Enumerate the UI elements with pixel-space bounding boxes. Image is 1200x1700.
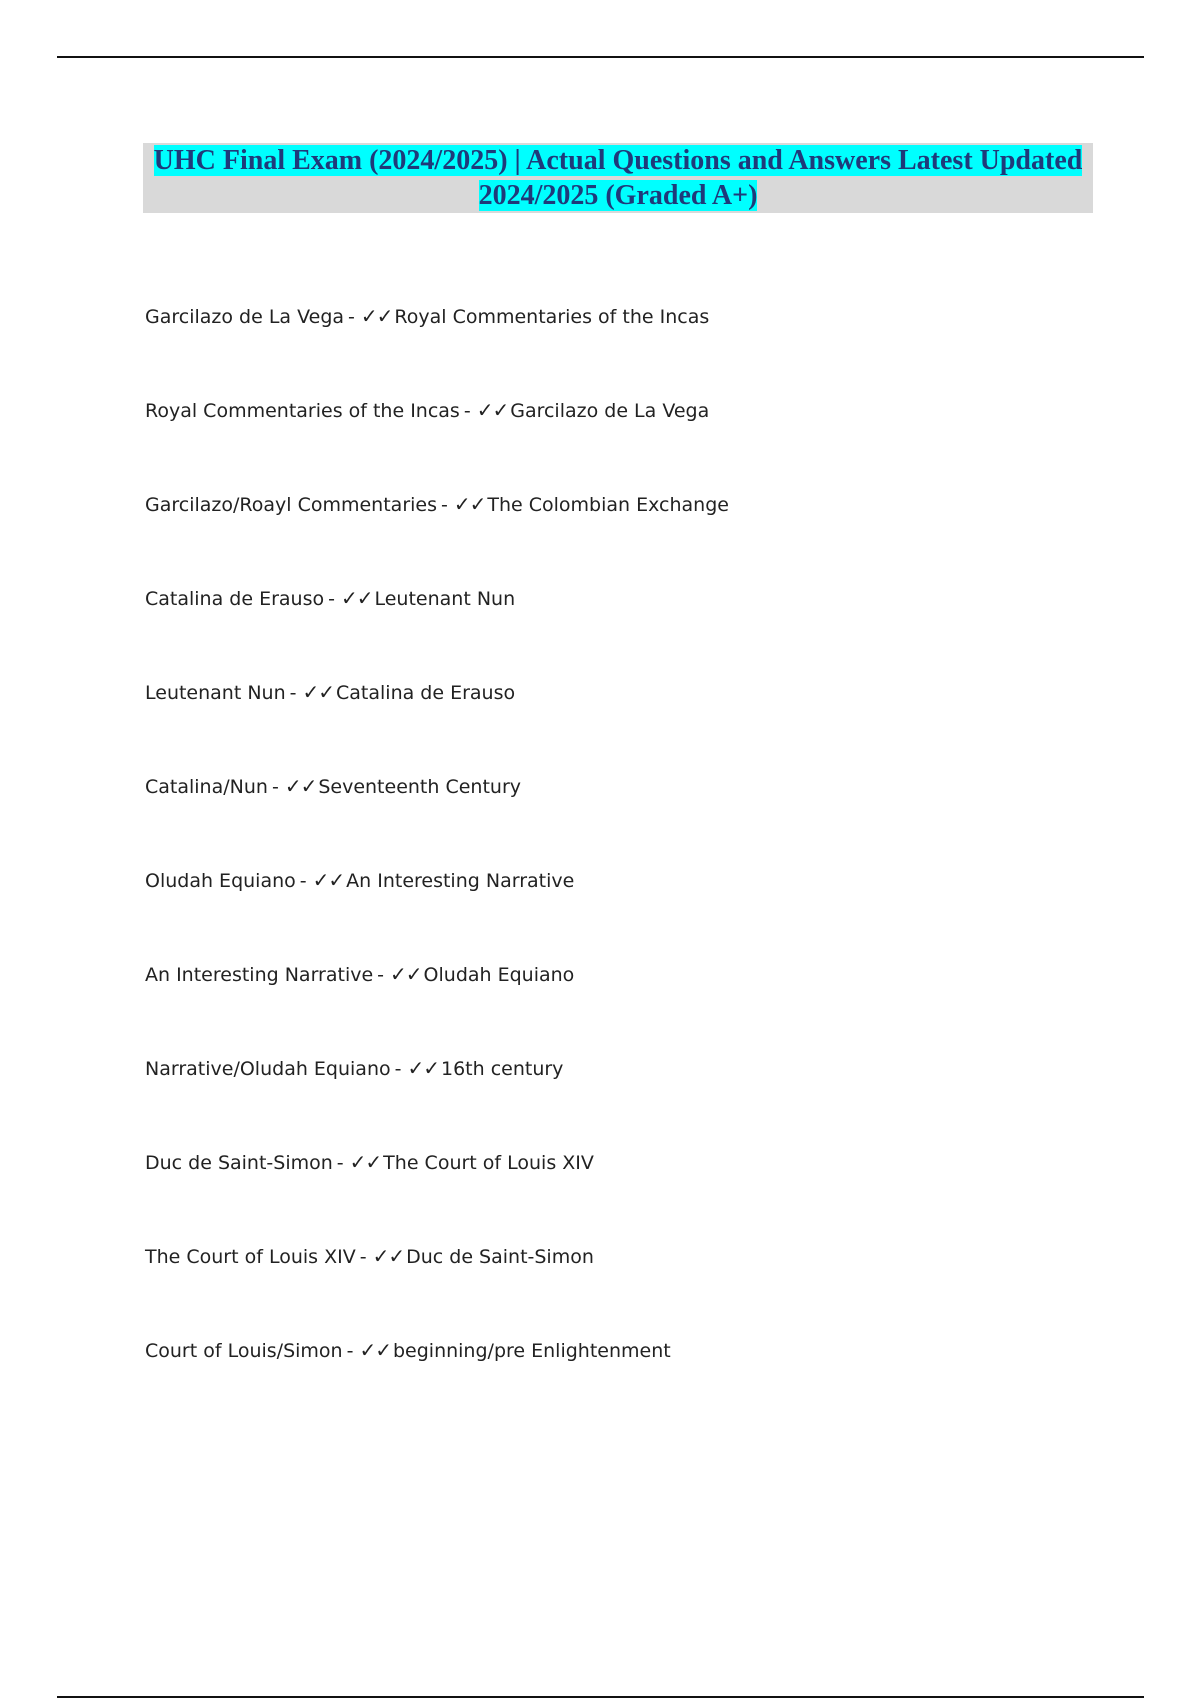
answer: Seventeenth Century — [318, 776, 522, 798]
term: Duc de Saint-Simon — [145, 1152, 333, 1174]
term: Oludah Equiano — [145, 870, 296, 892]
qa-list — [145, 304, 1095, 1432]
list-item — [145, 962, 1095, 1056]
list-item — [145, 774, 1095, 868]
list-item — [145, 1244, 1095, 1338]
separator: - — [299, 870, 307, 892]
answer: Leutenant Nun — [374, 588, 516, 610]
list-item — [145, 304, 1095, 398]
check-mark-icon: ✓✓ — [312, 868, 345, 892]
check-mark-icon: ✓✓ — [340, 586, 373, 610]
separator: - — [394, 1058, 402, 1080]
separator: - — [441, 494, 448, 516]
separator: - — [377, 964, 385, 986]
check-mark-icon: ✓✓ — [359, 1338, 391, 1362]
separator: - — [289, 682, 297, 704]
term: Catalina/Nun — [145, 776, 268, 798]
answer: Garcilazo de La Vega — [510, 400, 710, 422]
answer: An Interesting Narrative — [346, 870, 575, 892]
check-mark-icon: ✓✓ — [349, 1150, 382, 1174]
list-item — [145, 1150, 1095, 1244]
list-item — [145, 1338, 1095, 1432]
separator: - — [463, 400, 471, 422]
check-mark-icon: ✓✓ — [302, 680, 335, 704]
list-item — [145, 398, 1095, 492]
check-mark-icon: ✓✓ — [476, 398, 509, 422]
term: Catalina de Erauso — [145, 588, 325, 610]
title-line-1 — [143, 143, 1093, 178]
term: An Interesting Narrative — [145, 964, 374, 986]
answer: 16th century — [440, 1058, 564, 1080]
list-item — [145, 680, 1095, 774]
term: Garcilazo de La Vega — [145, 306, 345, 328]
footer-rule — [57, 1696, 1144, 1698]
separator: - — [271, 776, 279, 798]
answer: The Court of Louis XIV — [383, 1152, 594, 1174]
answer: The Colombian Exchange — [487, 494, 729, 516]
separator: - — [346, 1340, 354, 1362]
separator: - — [328, 588, 335, 610]
separator: - — [359, 1246, 367, 1268]
check-mark-icon: ✓✓ — [372, 1244, 405, 1268]
list-item — [145, 868, 1095, 962]
check-mark-icon: ✓✓ — [453, 492, 486, 516]
term: Garcilazo/Roayl Commentaries — [145, 494, 437, 516]
title-line-2 — [143, 178, 1093, 213]
term: The Court of Louis XIV — [145, 1246, 356, 1268]
term: Court of Louis/Simon — [145, 1340, 343, 1362]
term: Leutenant Nun — [145, 682, 286, 704]
answer: Catalina de Erauso — [336, 682, 516, 704]
answer: Duc de Saint-Simon — [406, 1246, 594, 1268]
list-item — [145, 492, 1095, 586]
check-mark-icon: ✓✓ — [284, 774, 317, 798]
separator: - — [336, 1152, 344, 1174]
answer: beginning/pre Enlightenment — [392, 1340, 671, 1362]
check-mark-icon: ✓✓ — [390, 962, 422, 986]
term: Royal Commentaries of the Incas — [145, 400, 460, 422]
document-title — [143, 143, 1093, 213]
check-mark-icon: ✓✓ — [407, 1056, 439, 1080]
list-item — [145, 1056, 1095, 1150]
separator: - — [348, 306, 355, 328]
title-line-1-text: UHC Final Exam (2024/2025) | Actual Questions and Answers Latest Updated — [153, 145, 1083, 176]
title-line-2-text: 2024/2025 (Graded A+) — [478, 180, 758, 211]
answer: Oludah Equiano — [423, 964, 575, 986]
list-item — [145, 586, 1095, 680]
answer: Royal Commentaries of the Incas — [394, 306, 710, 328]
term: Narrative/Oludah Equiano — [145, 1058, 391, 1080]
header-rule — [57, 56, 1144, 58]
check-mark-icon: ✓✓ — [360, 304, 393, 328]
